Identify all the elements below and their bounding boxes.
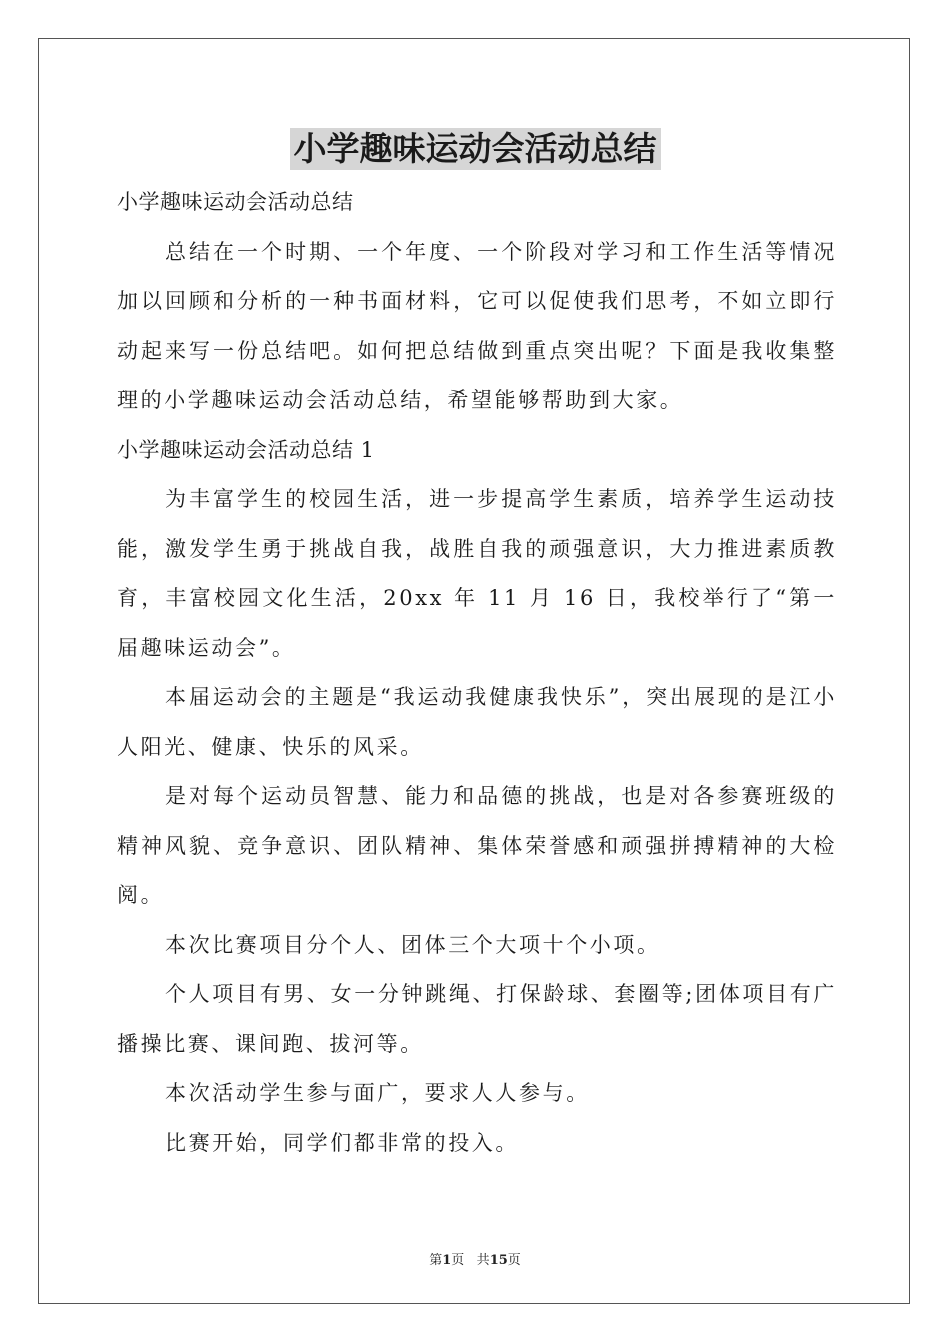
- section-heading: 小学趣味运动会活动总结 1: [117, 437, 375, 462]
- body-paragraph: 是对每个运动员智慧、能力和品德的挑战，也是对各参赛班级的精神风貌、竞争意识、团队精神、集体荣誉感和顽强拼搏精神的大检阅。: [117, 784, 837, 907]
- body-paragraph: 个人项目有男、女一分钟跳绳、打保龄球、套圈等;团体项目有广播操比赛、课间跑、拔河等。: [117, 982, 837, 1056]
- title-container: [0, 128, 950, 170]
- intro-heading: 小学趣味运动会活动总结: [117, 190, 354, 214]
- body-paragraph: 为丰富学生的校园生活，进一步提高学生素质，培养学生运动技能，激发学生勇于挑战自我，战胜自我的顽强意识，大力推进素质教育，丰富校园文化生活，20xx 年 11 月 16 日，我校举行了“第一届趣味运动会”。: [117, 487, 837, 660]
- body-paragraph: 比赛开始，同学们都非常的投入。: [165, 1130, 519, 1155]
- document-title: 小学趣味运动会活动总结: [290, 128, 661, 170]
- body-paragraph: 本次活动学生参与面广，要求人人参与。: [165, 1081, 590, 1105]
- page-suffix: 页: [451, 1253, 465, 1268]
- page-footer: [0, 1249, 950, 1268]
- document-body: [117, 178, 837, 1168]
- total-suffix: 页: [507, 1253, 521, 1268]
- total-pages: 15: [489, 1253, 508, 1268]
- intro-paragraph: 总结在一个时期、一个年度、一个阶段对学习和工作生活等情况加以回顾和分析的一种书面材料，它可以促使我们思考，不如立即行动起来写一份总结吧。如何把总结做到重点突出呢？下面是我收集整理的小学趣味运动会活动总结，希望能够帮助到大家。: [117, 239, 837, 412]
- body-paragraph: 本届运动会的主题是“我运动我健康我快乐”，突出展现的是江小人阳光、健康、快乐的风采。: [117, 685, 837, 759]
- body-paragraph: 本次比赛项目分个人、团体三个大项十个小项。: [165, 932, 661, 957]
- page-number: 1: [442, 1253, 452, 1268]
- total-prefix: 共: [476, 1253, 490, 1268]
- page-prefix: 第: [429, 1253, 443, 1268]
